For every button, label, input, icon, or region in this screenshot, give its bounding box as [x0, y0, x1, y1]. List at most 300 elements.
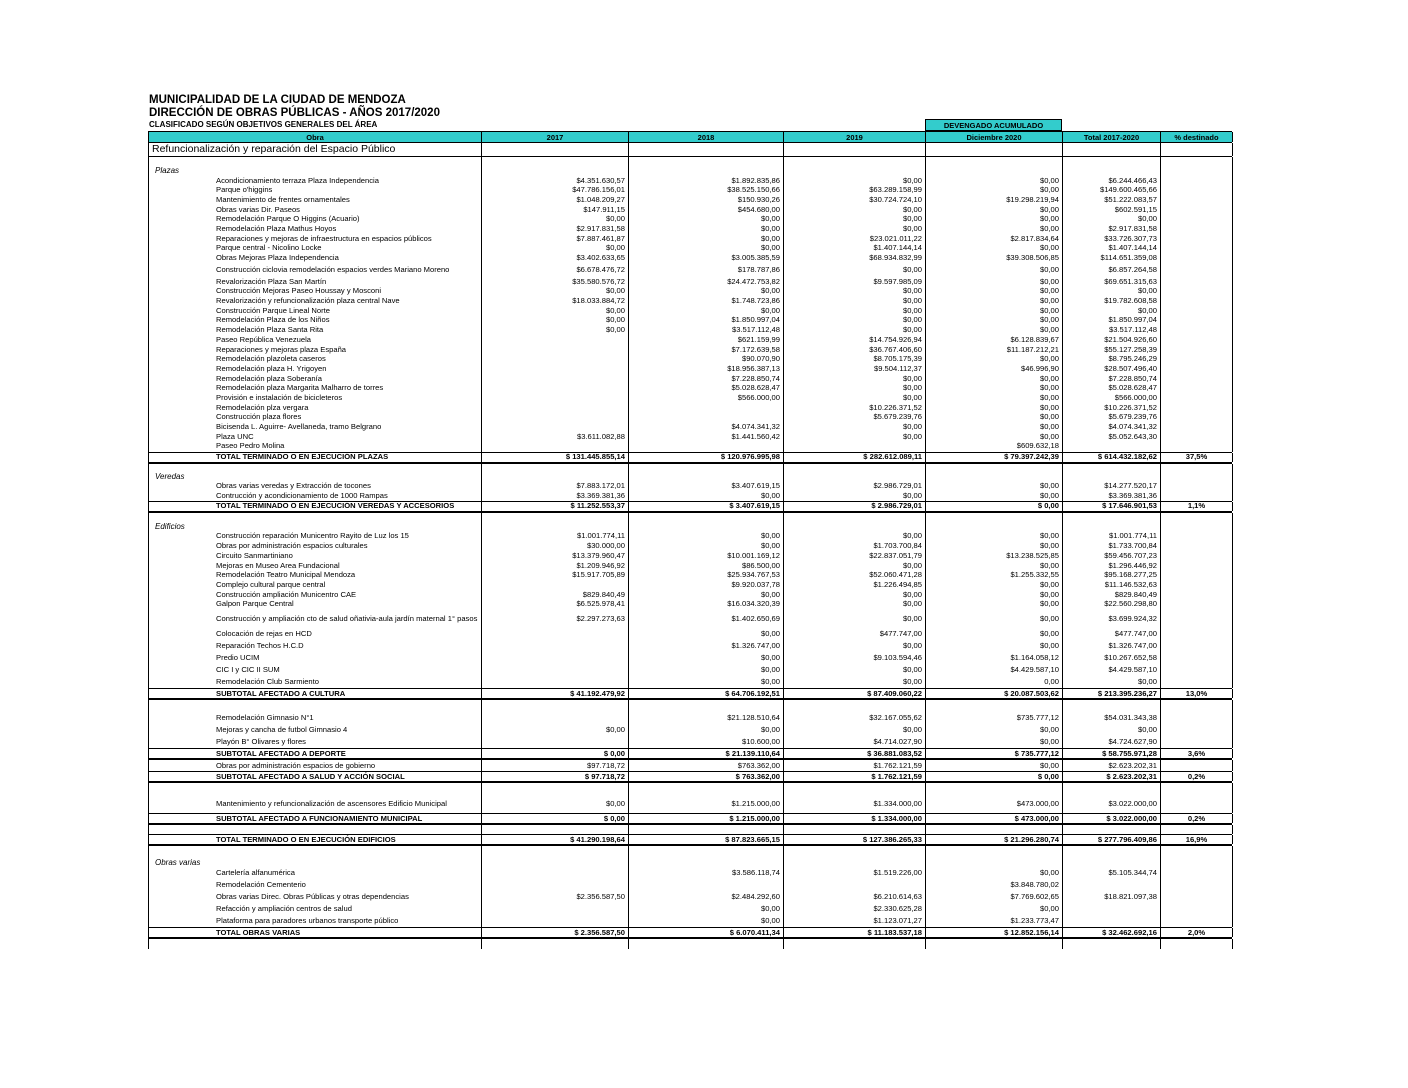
row-value-2019: $0,00: [784, 609, 926, 628]
table-row: [149, 858, 1232, 867]
row-value-2019: $63.289.158,99: [784, 186, 926, 196]
row-label: Contrucción y acondicionamiento de 1000 Rampas: [149, 491, 482, 501]
row-value-2017: $47.786.156,01: [482, 186, 629, 196]
row-value-total: [1063, 903, 1161, 915]
row-value-dic-2020: [926, 157, 1063, 167]
row-value-2019: $0,00: [784, 176, 926, 186]
row-value-pct: [1161, 143, 1233, 156]
row-label: [149, 825, 482, 834]
row-value-total: [1063, 143, 1161, 156]
row-value-dic-2020: $ 21.296.280,74: [926, 835, 1063, 844]
devengado-strip: [148, 119, 1232, 131]
row-label: Predio UCIM: [149, 652, 482, 664]
row-value-2018: $3.517.112,48: [629, 326, 784, 336]
row-value-2019: $0,00: [784, 724, 926, 736]
column-header-pct-destinado: % destinado: [1161, 132, 1233, 142]
row-value-2019: $0,00: [784, 263, 926, 277]
table-row: [149, 542, 1232, 552]
row-value-pct: [1161, 442, 1233, 452]
row-value-pct: [1161, 205, 1233, 215]
row-value-2017: $7.887.461,87: [482, 234, 629, 244]
row-value-2019: $0,00: [784, 532, 926, 542]
row-value-2018: $0,00: [629, 244, 784, 254]
row-label: Obras varias Direc. Obras Públicas y otras dependencias: [149, 891, 482, 903]
row-value-total: $95.168.277,25: [1063, 571, 1161, 581]
row-value-total: $1.733.700,84: [1063, 542, 1161, 552]
table-row: [149, 345, 1232, 355]
row-value-2019: $52.060.471,28: [784, 571, 926, 581]
row-value-dic-2020: $1.255.332,55: [926, 571, 1063, 581]
row-value-total: $0,00: [1063, 724, 1161, 736]
row-value-dic-2020: $0,00: [926, 244, 1063, 254]
row-value-total: $114.651.359,08: [1063, 254, 1161, 264]
row-value-2018: [629, 783, 784, 795]
table-row: [149, 652, 1232, 664]
row-label: TOTAL TERMINADO O EN EJECUCIÓN EDIFICIOS: [149, 835, 482, 844]
row-value-dic-2020: $ 0,00: [926, 772, 1063, 781]
row-value-2019: $68.934.832,99: [784, 254, 926, 264]
row-value-2017: $18.033.884,72: [482, 297, 629, 307]
row-label: Plazas: [149, 167, 482, 176]
row-value-pct: [1161, 600, 1233, 610]
row-label: Paseo República Venezuela: [149, 335, 482, 345]
table-row: [149, 771, 1232, 783]
row-value-dic-2020: $0,00: [926, 316, 1063, 326]
row-value-2019: $0,00: [784, 297, 926, 307]
row-value-2018: $1.748.723,86: [629, 297, 784, 307]
row-value-dic-2020: $609.632,18: [926, 442, 1063, 452]
row-value-2019: $0,00: [784, 590, 926, 600]
row-value-dic-2020: $0,00: [926, 306, 1063, 316]
devengado-acumulado-label: DEVENGADO ACUMULADO: [925, 119, 1062, 131]
table-row: [149, 712, 1232, 724]
row-value-dic-2020: $46.996,90: [926, 364, 1063, 374]
row-value-dic-2020: $0,00: [926, 736, 1063, 748]
row-value-dic-2020: $0,00: [926, 628, 1063, 640]
row-value-total: $54.031.343,38: [1063, 712, 1161, 724]
row-label: [149, 157, 482, 167]
table-row: [149, 167, 1232, 176]
row-value-total: $33.726.307,73: [1063, 234, 1161, 244]
row-value-dic-2020: $0,00: [926, 374, 1063, 384]
row-value-2017: [482, 355, 629, 365]
row-value-pct: [1161, 609, 1233, 628]
row-value-2019: $0,00: [784, 224, 926, 234]
table-row: [149, 891, 1232, 903]
row-value-dic-2020: $0,00: [926, 403, 1063, 413]
table-row: [149, 326, 1232, 336]
row-value-2018: $ 6.070.411,34: [629, 928, 784, 937]
row-value-2017: $ 41.192.479,92: [482, 689, 629, 698]
row-value-total: $5.028.628,47: [1063, 384, 1161, 394]
table-row: [149, 501, 1232, 513]
row-value-2017: $7.883.172,01: [482, 482, 629, 492]
row-label: Revalorización y refuncionalización plaza central Nave: [149, 297, 482, 307]
row-label: Parque central - Nicolino Locke: [149, 244, 482, 254]
column-header-total: Total 2017-2020: [1063, 132, 1161, 142]
row-value-2018: $1.892.835,86: [629, 176, 784, 186]
row-value-2018: $0,00: [629, 628, 784, 640]
row-value-dic-2020: [926, 858, 1063, 867]
row-value-pct: [1161, 244, 1233, 254]
row-value-pct: 2,0%: [1161, 928, 1233, 937]
row-value-dic-2020: $0,00: [926, 609, 1063, 628]
row-value-2018: $0,00: [629, 542, 784, 552]
row-value-pct: [1161, 374, 1233, 384]
row-value-2018: $9.920.037,78: [629, 580, 784, 590]
row-value-pct: [1161, 664, 1233, 676]
row-label: Refuncionalización y reparación del Espacio Público: [149, 143, 482, 156]
row-label: SUBTOTAL AFECTADO A FUNCIONAMIENTO MUNICIPAL: [149, 814, 482, 823]
row-value-total: $4.724.627,90: [1063, 736, 1161, 748]
row-value-dic-2020: $0,00: [926, 224, 1063, 234]
row-value-total: $21.504.926,60: [1063, 335, 1161, 345]
row-value-total: $28.507.496,40: [1063, 364, 1161, 374]
table-row: [149, 432, 1232, 442]
row-value-pct: [1161, 825, 1233, 834]
row-value-2019: $ 2.986.729,01: [784, 502, 926, 511]
row-value-pct: [1161, 783, 1233, 795]
row-value-dic-2020: $11.187.212,21: [926, 345, 1063, 355]
table-row: [149, 473, 1232, 482]
row-value-dic-2020: $0,00: [926, 432, 1063, 442]
row-value-dic-2020: $0,00: [926, 287, 1063, 297]
row-value-pct: [1161, 464, 1233, 473]
row-value-2018: [629, 879, 784, 891]
row-value-dic-2020: $13.238.525,85: [926, 551, 1063, 561]
row-value-2017: $0,00: [482, 287, 629, 297]
row-label: Obras varias Dir. Paseos: [149, 205, 482, 215]
row-value-2019: $22.837.051,79: [784, 551, 926, 561]
row-value-2018: [629, 858, 784, 867]
row-value-total: [1063, 513, 1161, 523]
row-value-2019: $14.754.926,94: [784, 335, 926, 345]
row-value-dic-2020: $0,00: [926, 482, 1063, 492]
row-value-2018: [629, 403, 784, 413]
row-value-pct: 3,6%: [1161, 749, 1233, 758]
row-value-2018: [629, 846, 784, 858]
row-value-2019: $9.597.985,09: [784, 277, 926, 287]
row-value-pct: [1161, 523, 1233, 532]
row-label: Veredas: [149, 473, 482, 482]
row-value-2018: $621.159,99: [629, 335, 784, 345]
row-value-2019: [784, 879, 926, 891]
report-classification: CLASIFICADO SEGÚN OBJETIVOS GENERALES DEL ÁREA: [149, 120, 378, 129]
row-value-dic-2020: $0,00: [926, 600, 1063, 610]
row-value-2017: [482, 903, 629, 915]
table-row: [149, 676, 1232, 688]
row-value-dic-2020: $1.233.773,47: [926, 915, 1063, 927]
column-header-obra: Obra: [149, 132, 482, 142]
row-value-2018: $566.000,00: [629, 393, 784, 403]
row-value-2017: [482, 825, 629, 834]
row-value-2019: $0,00: [784, 561, 926, 571]
row-value-pct: [1161, 640, 1233, 652]
row-value-2018: $38.525.150,66: [629, 186, 784, 196]
row-value-2017: $30.000,00: [482, 542, 629, 552]
row-value-pct: [1161, 297, 1233, 307]
row-value-2018: $7.228.850,74: [629, 374, 784, 384]
row-value-2018: [629, 523, 784, 532]
row-value-2017: [482, 374, 629, 384]
row-value-pct: [1161, 532, 1233, 542]
row-value-total: $5.679.239,76: [1063, 413, 1161, 423]
row-value-pct: [1161, 393, 1233, 403]
row-value-total: $51.222.083,57: [1063, 195, 1161, 205]
row-value-2017: [482, 335, 629, 345]
row-value-dic-2020: $735.777,12: [926, 712, 1063, 724]
table-row: [149, 879, 1232, 891]
row-value-2017: $35.580.576,72: [482, 277, 629, 287]
row-value-dic-2020: [926, 523, 1063, 532]
row-label: Mantenimiento de frentes ornamentales: [149, 195, 482, 205]
row-value-2019: [784, 442, 926, 452]
row-value-dic-2020: [926, 167, 1063, 176]
row-value-2017: $147.911,15: [482, 205, 629, 215]
row-label: Remodelación plaza Margarita Malharro de torres: [149, 384, 482, 394]
table-row: [149, 393, 1232, 403]
row-value-2019: $0,00: [784, 316, 926, 326]
row-label: SUBTOTAL AFECTADO A CULTURA: [149, 689, 482, 698]
table-row: [149, 640, 1232, 652]
table-row: [149, 143, 1232, 157]
row-label: Remodelación Teatro Municipal Mendoza: [149, 571, 482, 581]
table-row: [149, 927, 1232, 939]
row-value-total: $1.296.446,92: [1063, 561, 1161, 571]
row-value-dic-2020: $0,00: [926, 542, 1063, 552]
row-value-pct: [1161, 676, 1233, 688]
column-header-2017: 2017: [482, 132, 629, 142]
row-label: Remodelación Gimnasio N°1: [149, 712, 482, 724]
row-value-2019: $0,00: [784, 326, 926, 336]
row-label: Playón B° Olivares y flores: [149, 736, 482, 748]
row-value-total: $3.369.381,36: [1063, 491, 1161, 501]
table-row: [149, 263, 1232, 277]
row-value-pct: [1161, 167, 1233, 176]
row-value-2017: $0,00: [482, 724, 629, 736]
row-value-2017: [482, 736, 629, 748]
row-value-2018: [629, 473, 784, 482]
row-value-dic-2020: $1.164.058,12: [926, 652, 1063, 664]
row-value-2017: [482, 858, 629, 867]
row-value-dic-2020: $0,00: [926, 491, 1063, 501]
row-value-2019: $32.167.055,62: [784, 712, 926, 724]
row-value-total: [1063, 846, 1161, 858]
row-value-2017: $4.351.630,57: [482, 176, 629, 186]
table-row: [149, 867, 1232, 879]
row-label: Complejo cultural parque central: [149, 580, 482, 590]
row-value-2018: $0,00: [629, 676, 784, 688]
row-label: Remodelación Plaza Santa Rita: [149, 326, 482, 336]
row-value-pct: [1161, 795, 1233, 813]
row-value-2018: $1.215.000,00: [629, 795, 784, 813]
row-value-total: $ 614.432.182,62: [1063, 453, 1161, 462]
table-row: [149, 590, 1232, 600]
row-value-pct: [1161, 176, 1233, 186]
row-value-total: $19.782.608,58: [1063, 297, 1161, 307]
table-row: [149, 846, 1232, 858]
row-value-2018: [629, 513, 784, 523]
row-value-2017: [482, 167, 629, 176]
row-value-2017: [482, 523, 629, 532]
row-value-pct: 13,0%: [1161, 689, 1233, 698]
row-label: Galpon Parque Central: [149, 600, 482, 610]
row-value-2019: [784, 939, 926, 949]
row-value-2017: [482, 143, 629, 156]
row-value-total: $0,00: [1063, 287, 1161, 297]
table-row: [149, 561, 1232, 571]
row-label: Construcción ciclovia remodelación espacios verdes Mariano Moreno: [149, 263, 482, 277]
row-value-dic-2020: $0,00: [926, 263, 1063, 277]
table-row: [149, 374, 1232, 384]
row-value-2017: $ 2.356.587,50: [482, 928, 629, 937]
row-label: [149, 513, 482, 523]
row-value-pct: [1161, 724, 1233, 736]
works-table: [148, 119, 1232, 949]
row-value-2019: $2.986.729,01: [784, 482, 926, 492]
column-header-2018: 2018: [629, 132, 784, 142]
row-value-pct: [1161, 736, 1233, 748]
row-value-total: $829.840,49: [1063, 590, 1161, 600]
row-value-total: $0,00: [1063, 306, 1161, 316]
row-value-total: [1063, 464, 1161, 473]
row-label: Plaza UNC: [149, 432, 482, 442]
row-value-pct: [1161, 234, 1233, 244]
row-label: Remodelación Club Sarmiento: [149, 676, 482, 688]
table-row: [149, 700, 1232, 712]
row-value-2018: [629, 157, 784, 167]
row-value-2017: [482, 939, 629, 949]
row-value-total: [1063, 473, 1161, 482]
row-label: Revalorización Plaza San Martín: [149, 277, 482, 287]
row-value-2017: [482, 157, 629, 167]
table-row: [149, 513, 1232, 523]
row-value-dic-2020: $473.000,00: [926, 795, 1063, 813]
row-value-2017: $2.356.587,50: [482, 891, 629, 903]
table-row: [149, 215, 1232, 225]
row-value-2019: $1.334.000,00: [784, 795, 926, 813]
row-value-dic-2020: $0,00: [926, 326, 1063, 336]
row-value-2018: $1.402.650,69: [629, 609, 784, 628]
row-value-dic-2020: [926, 464, 1063, 473]
row-value-pct: [1161, 879, 1233, 891]
row-value-pct: [1161, 413, 1233, 423]
row-value-2017: $2.297.273,63: [482, 609, 629, 628]
row-value-2018: [629, 700, 784, 712]
row-value-total: $5.052.643,30: [1063, 432, 1161, 442]
row-value-pct: [1161, 903, 1233, 915]
row-value-2017: [482, 652, 629, 664]
row-value-2017: $3.611.082,88: [482, 432, 629, 442]
row-label: [149, 846, 482, 858]
row-value-2018: $ 87.823.665,15: [629, 835, 784, 844]
row-value-total: $8.795.246,29: [1063, 355, 1161, 365]
row-value-pct: [1161, 364, 1233, 374]
row-label: TOTAL TERMINADO O EN EJECUCIÓN VEREDAS Y ACCESORIOS: [149, 502, 482, 511]
table-row: [149, 277, 1232, 287]
row-value-total: $ 3.022.000,00: [1063, 814, 1161, 823]
row-value-dic-2020: $0,00: [926, 724, 1063, 736]
row-value-2019: $1.762.121,59: [784, 760, 926, 771]
row-value-pct: [1161, 652, 1233, 664]
row-value-pct: [1161, 513, 1233, 523]
row-value-2017: $ 97.718,72: [482, 772, 629, 781]
table-row: [149, 825, 1232, 834]
row-value-2018: $86.500,00: [629, 561, 784, 571]
table-row: [149, 442, 1232, 452]
row-label: Obras Mejoras Plaza Independencia: [149, 254, 482, 264]
table-row: [149, 423, 1232, 433]
row-label: Construcción reparación Municentro Rayito de Luz los 15: [149, 532, 482, 542]
row-value-2018: $ 3.407.619,15: [629, 502, 784, 511]
table-row: [149, 903, 1232, 915]
table-row: [149, 688, 1232, 700]
row-value-dic-2020: $0,00: [926, 903, 1063, 915]
table-row: [149, 571, 1232, 581]
row-label: [149, 700, 482, 712]
row-value-dic-2020: $0,00: [926, 760, 1063, 771]
row-label: Obras por administración espacios culturales: [149, 542, 482, 552]
row-value-total: $3.699.924,32: [1063, 609, 1161, 628]
table-row: [149, 795, 1232, 813]
row-value-2019: $10.226.371,52: [784, 403, 926, 413]
row-value-total: [1063, 157, 1161, 167]
row-value-2018: $4.074.341,32: [629, 423, 784, 433]
row-value-total: $4.429.587,10: [1063, 664, 1161, 676]
row-value-2018: [629, 442, 784, 452]
table-row: [149, 186, 1232, 196]
row-value-2018: $150.930,26: [629, 195, 784, 205]
row-value-total: $3.022.000,00: [1063, 795, 1161, 813]
row-value-total: $4.074.341,32: [1063, 423, 1161, 433]
row-value-2019: $9.103.594,46: [784, 652, 926, 664]
table-row: [149, 939, 1232, 949]
row-value-pct: 37,5%: [1161, 453, 1233, 462]
table-row: [149, 523, 1232, 532]
row-value-2018: [629, 939, 784, 949]
row-value-dic-2020: $3.848.780,02: [926, 879, 1063, 891]
row-label: Plataforma para paradores urbanos transporte público: [149, 915, 482, 927]
row-label: [149, 783, 482, 795]
row-value-total: $59.456.707,23: [1063, 551, 1161, 561]
table-row: [149, 205, 1232, 215]
row-value-total: $602.591,15: [1063, 205, 1161, 215]
row-value-dic-2020: [926, 939, 1063, 949]
row-value-2019: $0,00: [784, 205, 926, 215]
row-value-2018: $0,00: [629, 491, 784, 501]
row-value-2018: $0,00: [629, 590, 784, 600]
row-value-pct: [1161, 760, 1233, 771]
row-label: Parque o'higgins: [149, 186, 482, 196]
row-value-2018: $ 120.976.995,98: [629, 453, 784, 462]
row-value-total: $ 277.796.409,86: [1063, 835, 1161, 844]
table-row: [149, 224, 1232, 234]
row-value-2018: $24.472.753,82: [629, 277, 784, 287]
row-value-total: [1063, 915, 1161, 927]
row-value-total: $11.146.532,63: [1063, 580, 1161, 590]
row-value-2018: $0,00: [629, 724, 784, 736]
row-value-dic-2020: $0,00: [926, 186, 1063, 196]
row-value-2018: $178.787,86: [629, 263, 784, 277]
row-value-2019: $0,00: [784, 287, 926, 297]
row-value-pct: 0,2%: [1161, 814, 1233, 823]
row-value-2017: $0,00: [482, 326, 629, 336]
row-value-2019: [784, 523, 926, 532]
row-value-2018: $7.172.639,58: [629, 345, 784, 355]
row-value-2018: $ 1.215.000,00: [629, 814, 784, 823]
row-value-2019: $ 87.409.060,22: [784, 689, 926, 698]
row-value-2018: $0,00: [629, 306, 784, 316]
